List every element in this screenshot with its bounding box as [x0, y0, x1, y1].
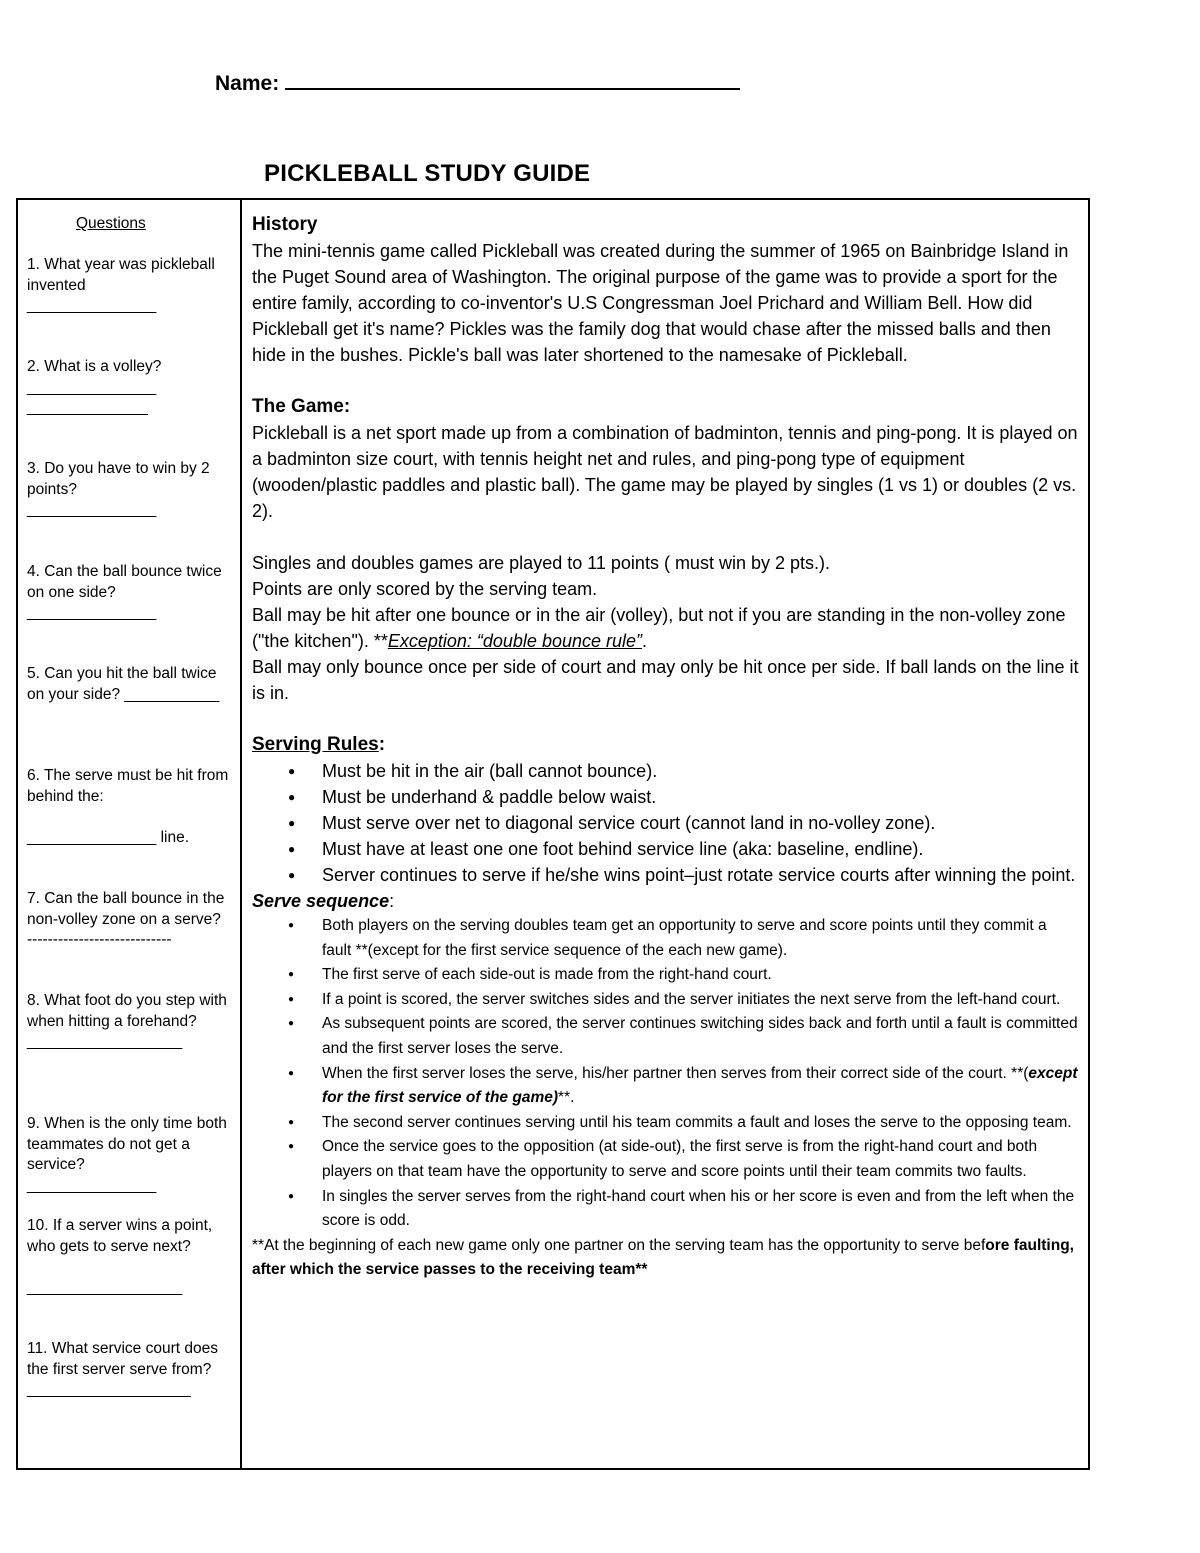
list-item: ● Must be hit in the air (ball cannot bounce).	[252, 758, 1080, 784]
question-text: 5. Can you hit the ball twice on your side?	[27, 665, 217, 703]
answer-blank[interactable]: __________________	[27, 1033, 183, 1050]
rule-volley	[252, 602, 1080, 654]
question-text: 1. What year was pickleball invented	[27, 256, 215, 294]
footnote-text: **At the beginning of each new game only one partner on the serving team has the opportunity to serve bef	[252, 1236, 986, 1254]
serving-heading-text: Serving Rules	[252, 734, 379, 755]
question-8	[27, 991, 232, 1053]
question-text: 10. If a server wins a point, who gets to serve next?	[27, 1217, 213, 1255]
history-text: The mini-tennis game called Pickleball was created during the summer of 1965 on Bainbridge Island in the Puget Sound area of Washington. The original purpose of the game was to provide a sport for the entire family, according to co-inventor's U.S Congressman Joel Prichard and William Bell. How did Pickleball get it's name? Pickles was the family dog that would chase after the missed balls and then hide in the bushes. Pickle's ball was later shortened to the namesake of Pickleball.	[252, 241, 1069, 365]
question-3	[27, 459, 232, 521]
question-7	[27, 889, 232, 951]
question-text: 3. Do you have to win by 2 points?	[27, 460, 210, 498]
seq-exception: except for the first service of the game)	[322, 1064, 1078, 1107]
list-item: ● Both players on the serving doubles team get an opportunity to serve and score points until they commit a fault **(except for the first service sequence of the each new game).	[252, 914, 1080, 963]
question-10	[27, 1216, 232, 1298]
rule-points: Singles and doubles games are played to 11 points ( must win by 2 pts.).	[252, 553, 830, 573]
name-label: Name:	[215, 72, 280, 95]
question-6	[27, 766, 232, 848]
rule-volley-end: .	[642, 631, 648, 651]
answer-blank[interactable]: _______________	[27, 297, 157, 314]
list-item: ● Must serve over net to diagonal service court (cannot land in no-volley zone).	[252, 810, 1080, 836]
answer-blank[interactable]: _______________	[27, 1176, 157, 1194]
question-text: 9. When is the only time both teammates do not get a service?	[27, 1115, 227, 1173]
content-column	[252, 212, 1080, 1283]
footnote	[252, 1234, 1080, 1283]
question-4	[27, 562, 232, 624]
serving-heading	[252, 732, 1080, 758]
sequence-heading-colon: :	[389, 891, 395, 911]
question-text: 7. Can the ball bounce in the non-volley zone on a serve?	[27, 890, 225, 928]
answer-blank[interactable]: _______________ ______________	[27, 378, 157, 416]
question-1	[27, 255, 232, 317]
list-item: ● Once the service goes to the opposition (at side-out), the first serve is from the right-hand court and both players on that team have the opportunity to serve and score points until their team commits two faults.	[252, 1135, 1080, 1184]
name-blank[interactable]	[285, 72, 740, 90]
list-item	[252, 1062, 1080, 1111]
question-text: 2. What is a volley?	[27, 358, 162, 375]
list-item: ● In singles the server serves from the right-hand court when his or her score is even and from the left when the score is odd.	[252, 1185, 1080, 1234]
serve-sequence-list	[252, 914, 1080, 1234]
question-11	[27, 1339, 232, 1401]
list-item: ● If a point is scored, the server switches sides and the server initiates the next serve from the left-hand court.	[252, 988, 1080, 1013]
page-title: PICKLEBALL STUDY GUIDE	[264, 160, 591, 187]
history-heading: History	[252, 214, 318, 235]
sequence-heading	[252, 888, 1080, 914]
answer-blank[interactable]: __________________	[27, 1278, 183, 1296]
game-text: Pickleball is a net sport made up from a combination of badminton, tennis and ping-pong. It is played on a badminton size court, with tennis height net and rules, and ping-pong type of equipment (wooden/plastic paddles and plastic ball). The game may be played by singles (1 vs 1) or doubles (2 vs. 2).	[252, 423, 1078, 521]
rule-volley-text: Ball may be hit after one bounce or in the air (volley), but not if you are standing in the non-volley zone ("the kitchen"). **	[252, 605, 1066, 651]
answer-blank[interactable]: ___________________	[27, 1381, 191, 1398]
question-text: 4. Can the ball bounce twice on one side?	[27, 563, 222, 601]
footnote-bold: ore faulting, after which the service passes to the receiving team**	[252, 1236, 1074, 1279]
list-item: ● The first serve of each side-out is made from the right-hand court.	[252, 963, 1080, 988]
question-text: 8. What foot do you step with when hitting a forehand?	[27, 992, 227, 1030]
questions-heading: Questions	[76, 215, 146, 232]
seq-text: When the first server loses the serve, his/her partner then serves from their correct side of the court. **(	[322, 1064, 1029, 1082]
column-divider	[240, 200, 242, 1468]
question-9	[27, 1114, 232, 1196]
list-item: ● Server continues to serve if he/she wins point–just rotate service courts after winning the point.	[252, 862, 1080, 888]
answer-blank[interactable]: ----------------------------	[27, 931, 172, 948]
question-text: 6. The serve must be hit from behind the:	[27, 767, 229, 805]
rule-bounce: Ball may only bounce once per side of court and may only be hit once per side. If ball lands on the line it is in.	[252, 657, 1079, 703]
game-heading: The Game:	[252, 396, 351, 417]
answer-blank[interactable]: _______________	[27, 501, 157, 518]
serving-heading-colon: :	[378, 734, 386, 755]
study-table	[16, 198, 1090, 1470]
answer-blank[interactable]: ___________	[124, 685, 220, 703]
list-item: ● Must have at least one one foot behind service line (aka: baseline, endline).	[252, 836, 1080, 862]
sequence-heading-text: Serve sequence	[252, 891, 390, 911]
question-2	[27, 357, 232, 419]
rule-scoring: Points are only scored by the serving team.	[252, 579, 598, 599]
name-field[interactable]	[215, 72, 740, 96]
list-item: ● As subsequent points are scored, the server continues switching sides back and forth until a fault is committed and the first server loses the serve.	[252, 1012, 1080, 1061]
questions-column	[18, 200, 240, 1468]
list-item: ● The second server continues serving until his team commits a fault and loses the serve to the opposing team.	[252, 1111, 1080, 1136]
question-text: 11. What service court does the first server serve from?	[27, 1340, 218, 1378]
list-item: ● Must be underhand & paddle below waist.	[252, 784, 1080, 810]
double-bounce-exception: Exception: “double bounce rule”	[387, 631, 643, 651]
answer-blank[interactable]: _______________	[27, 604, 157, 621]
answer-blank[interactable]: _______________ line.	[27, 828, 190, 846]
question-5	[27, 664, 232, 705]
serving-rules-list	[252, 758, 1080, 888]
seq-end: **.	[558, 1089, 575, 1107]
